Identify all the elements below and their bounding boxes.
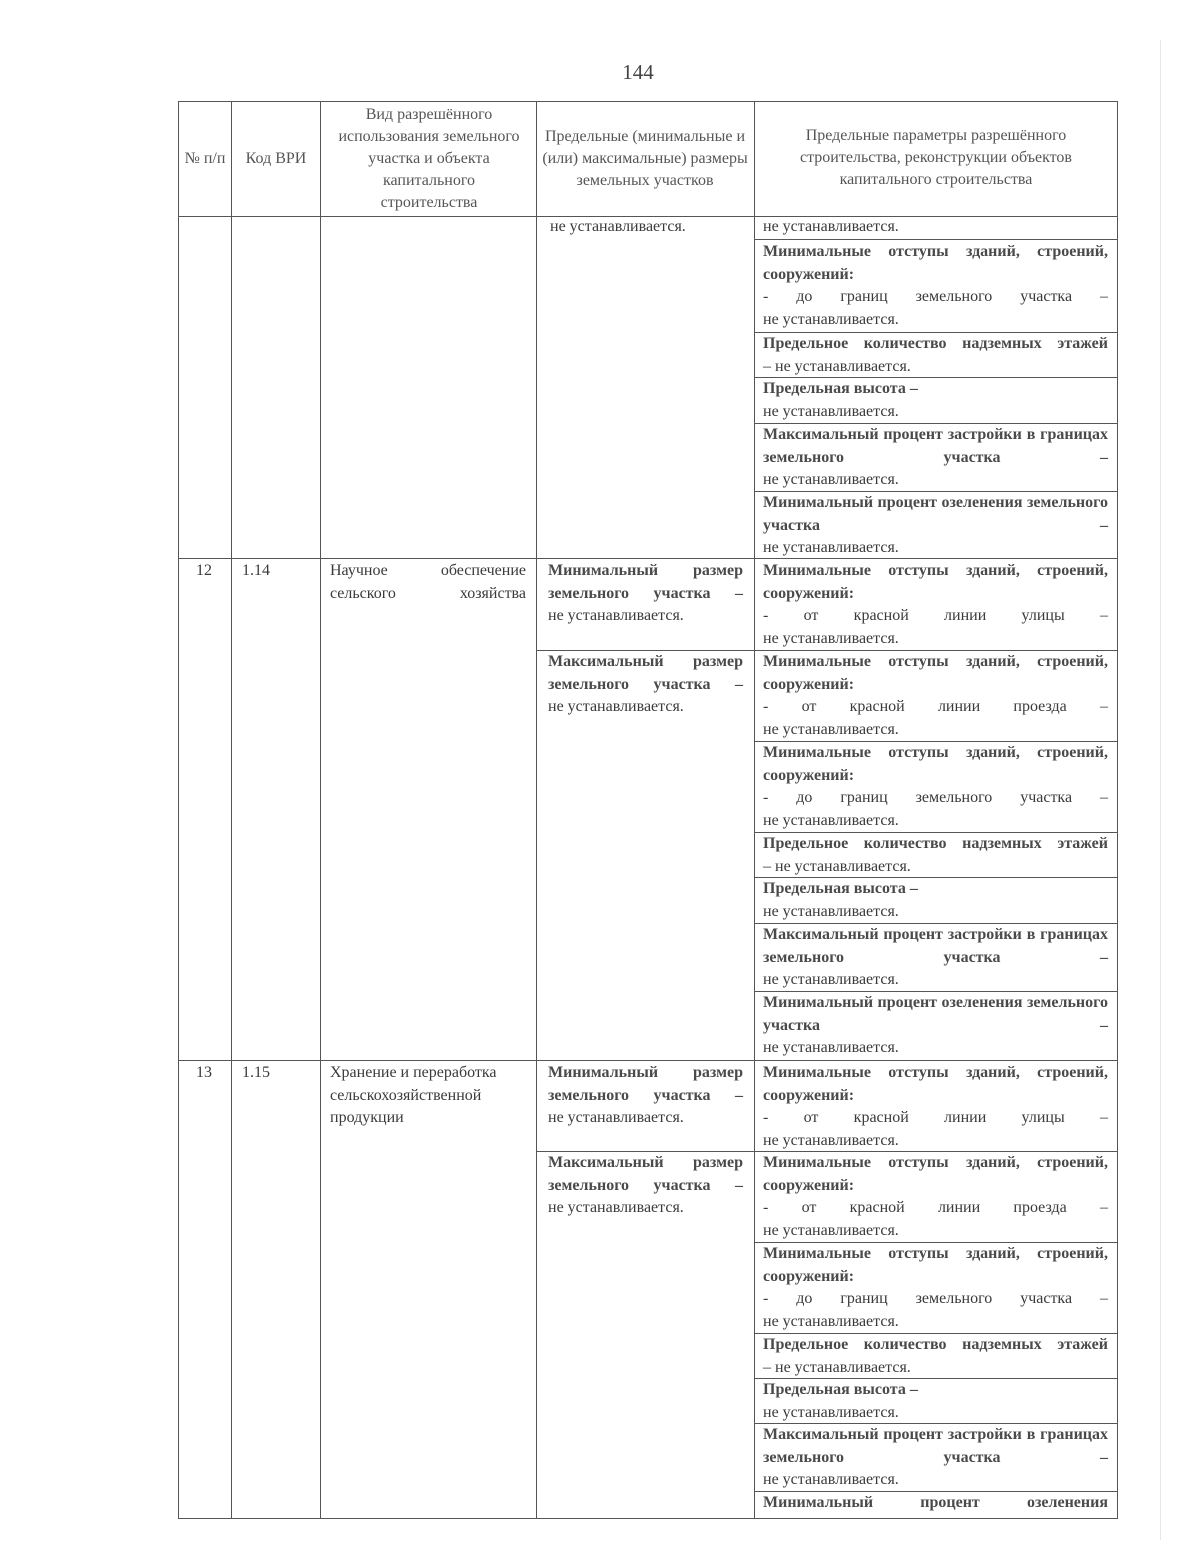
param-line: - до границ земельного участка –: [763, 288, 1108, 305]
param-value: не устанавливается.: [763, 811, 899, 829]
param-title: Минимальные отступы зданий, строений, сооружений:: [763, 1064, 1108, 1104]
param-divider: [754, 239, 1118, 240]
param-title: Предельное количество надземных этажей: [763, 335, 1108, 352]
param-title: Минимальный процент озеленения земельного участка –: [763, 994, 1108, 1034]
header-params: Предельные параметры разрешённого строительства, реконструкции объектов капитального строительства: [800, 127, 1072, 188]
param-title: Максимальный процент застройки в границах земельного участка –: [763, 426, 1108, 466]
param-value: не устанавливается.: [763, 1312, 899, 1330]
min-size-value: не устанавливается.: [548, 607, 684, 624]
param-value: не устанавливается.: [763, 1039, 899, 1056]
param-cell: [763, 241, 1108, 331]
param-cell: [763, 878, 1108, 923]
column-divider: [231, 101, 232, 1519]
param-cell: [763, 1334, 1108, 1379]
param-value: не устанавливается.: [763, 1131, 899, 1149]
param-value: не устанавливается.: [763, 720, 899, 738]
min-size-cell: [548, 1062, 743, 1130]
param-title: Максимальный процент застройки в границах земельного участка –: [763, 926, 1108, 966]
header-code: Код ВРИ: [245, 150, 307, 167]
row-number: 13: [196, 1064, 212, 1081]
param-cell: [763, 651, 1108, 741]
param-title: Минимальный процент озеленения: [763, 1494, 1108, 1511]
row-number: 12: [196, 562, 212, 579]
param-value: – не устанавливается.: [763, 1358, 911, 1376]
param-title: Предельное количество надземных этажей: [763, 835, 1108, 852]
param-cell: [763, 833, 1108, 878]
min-size-title: Минимальный размер земельного участка –: [548, 1064, 743, 1104]
param-line: - от красной линии проезда –: [763, 1199, 1108, 1216]
param-cell: [763, 492, 1108, 560]
param-cell: [763, 216, 1108, 239]
param-title: Минимальные отступы зданий, строений, сооружений:: [763, 243, 1108, 283]
column-divider: [754, 101, 755, 1519]
param-title: Максимальный процент застройки в границах земельного участка –: [763, 1426, 1108, 1466]
page-number: 144: [622, 60, 654, 84]
column-divider: [320, 101, 321, 1519]
header-sizes: Предельные (минимальные и (или) максимальные) размеры земельных участков: [542, 128, 748, 189]
param-cell: [763, 1062, 1108, 1152]
table-border-top: [178, 101, 1118, 102]
row-code: 1.14: [242, 562, 270, 579]
param-title: Минимальные отступы зданий, строений, сооружений:: [763, 562, 1108, 602]
param-line: - от красной линии улицы –: [763, 1109, 1108, 1126]
param-value: не устанавливается.: [763, 539, 899, 556]
min-size-cell: [548, 560, 743, 628]
param-title: Минимальный процент озеленения земельного участка –: [763, 494, 1108, 534]
param-title: Предельная высота –: [763, 380, 918, 397]
param-cell: [763, 560, 1108, 650]
param-value: не устанавливается.: [763, 471, 899, 488]
header-number: № п/п: [184, 150, 226, 167]
max-size-cell: [548, 651, 743, 719]
param-cell: [763, 333, 1108, 378]
header-kind: Вид разрешённого использования земельного участка и объекта капитального строительства: [338, 106, 520, 211]
row-kind-text: Научное обеспечение сельского хозяйства: [330, 562, 526, 602]
max-size-value: не устанавливается.: [548, 1199, 684, 1216]
row-divider: [178, 1060, 1118, 1061]
param-line: - до границ земельного участка –: [763, 789, 1108, 806]
table-border-left: [178, 101, 179, 1519]
row-kind: [330, 1062, 526, 1130]
param-cell: [763, 992, 1108, 1060]
param-cell: [763, 1243, 1108, 1333]
param-title: Предельная высота –: [763, 1381, 918, 1398]
param-title: Предельная высота –: [763, 880, 918, 897]
param-value: – не устанавливается.: [763, 357, 911, 375]
size-value: не устанавливается.: [550, 218, 686, 235]
param-cell: [763, 1379, 1108, 1424]
param-line: - от красной линии улицы –: [763, 607, 1108, 624]
max-size-title: Максимальный размер земельного участка –: [548, 1154, 743, 1194]
column-divider: [536, 101, 537, 1519]
scan-edge: [1160, 40, 1161, 1540]
param-cell: [763, 1492, 1108, 1515]
param-title: Предельное количество надземных этажей: [763, 1336, 1108, 1353]
param-title: Минимальные отступы зданий, строений, сооружений:: [763, 1154, 1108, 1194]
param-value: не устанавливается.: [763, 902, 899, 920]
min-size-title: Минимальный размер земельного участка –: [548, 562, 743, 602]
param-value: не устанавливается.: [763, 218, 899, 235]
param-value: не устанавливается.: [763, 971, 899, 988]
param-cell: [763, 742, 1108, 832]
param-value: не устанавливается.: [763, 629, 899, 647]
table-border-bottom: [178, 1518, 1118, 1519]
row-kind: [330, 560, 526, 605]
max-size-value: не устанавливается.: [548, 698, 684, 715]
param-value: не устанавливается.: [763, 402, 899, 420]
row-code: 1.15: [242, 1064, 270, 1081]
param-cell: [763, 1424, 1108, 1492]
param-line: - от красной линии проезда –: [763, 698, 1108, 715]
param-line: - до границ земельного участка –: [763, 1290, 1108, 1307]
param-cell: [763, 424, 1108, 492]
row-kind-text: Хранение и переработка сельскохозяйственной продукции: [330, 1064, 497, 1126]
max-size-cell: [548, 1152, 743, 1220]
max-size-title: Максимальный размер земельного участка –: [548, 653, 743, 693]
param-title: Минимальные отступы зданий, строений, сооружений:: [763, 744, 1108, 784]
param-title: Минимальные отступы зданий, строений, сооружений:: [763, 1245, 1108, 1285]
param-value: не устанавливается.: [763, 310, 899, 328]
table-border-right: [1117, 101, 1118, 1519]
param-value: – не устанавливается.: [763, 857, 911, 875]
param-cell: [763, 924, 1108, 992]
regulation-table: [178, 101, 1118, 1519]
param-value: не устанавливается.: [763, 1471, 899, 1488]
param-cell: [763, 1152, 1108, 1242]
param-title: Минимальные отступы зданий, строений, сооружений:: [763, 653, 1108, 693]
param-cell: [763, 378, 1108, 423]
min-size-value: не устанавливается.: [548, 1109, 684, 1126]
param-value: не устанавливается.: [763, 1403, 899, 1421]
param-value: не устанавливается.: [763, 1221, 899, 1239]
